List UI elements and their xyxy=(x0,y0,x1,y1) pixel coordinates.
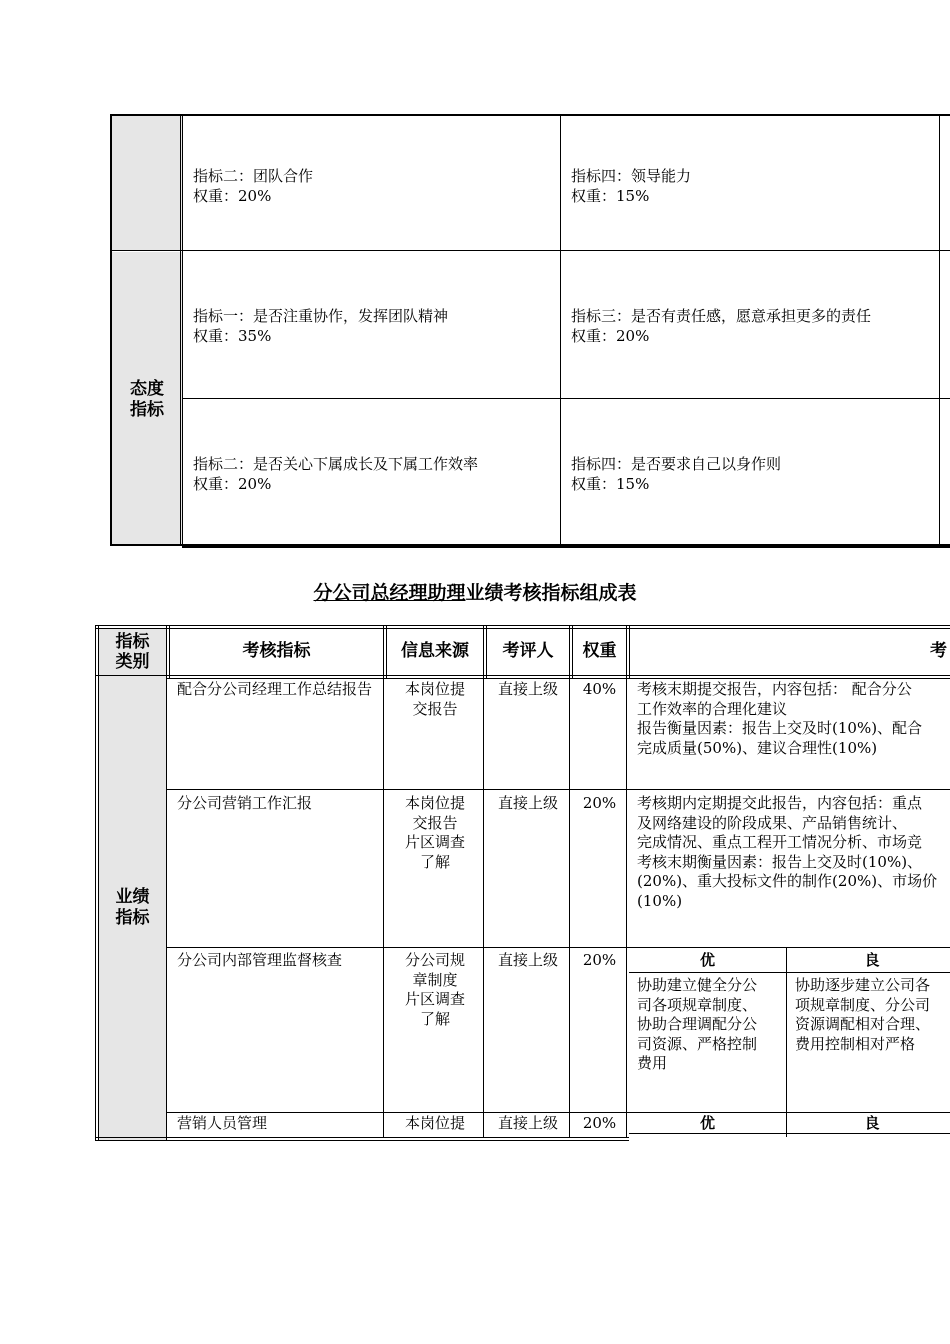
column-divider xyxy=(383,625,384,1137)
weight-cell: 20% xyxy=(582,951,617,969)
grade-divider xyxy=(629,972,950,973)
performance-table xyxy=(95,625,950,1141)
evaluator-cell: 直接上级 xyxy=(497,1114,558,1132)
weight-cell: 40% xyxy=(582,680,617,698)
evaluator-cell: 直接上级 xyxy=(497,794,558,812)
page-title: 分公司总经理助理业绩考核指标组成表 xyxy=(313,582,637,604)
standard-cell: 考核末期提交报告，内容包括： 配合分公 工作效率的合理化建议 报告衡量因素：报告上交及时(10%)、配合 完成质量(50%)、建议合理性(10%) xyxy=(637,680,923,757)
source-cell: 分公司规 章制度 片区调查 了解 xyxy=(404,951,465,1028)
evaluator-cell: 直接上级 xyxy=(497,951,558,969)
row-divider xyxy=(167,789,950,790)
column-divider xyxy=(939,114,940,548)
indicator-cell: 分公司内部管理监督核查 xyxy=(177,951,343,969)
border xyxy=(95,625,96,1141)
category-label: 业绩 指标 xyxy=(115,887,150,928)
column-divider xyxy=(166,625,167,1141)
column-divider xyxy=(483,625,484,1137)
category-label: 态度 指标 xyxy=(130,379,164,420)
border xyxy=(95,1140,629,1141)
grade-good-text: 协助逐步建立公司各 项规章制度、分公司 资源调配相对合理、 费用控制相对严格 xyxy=(795,976,931,1053)
border xyxy=(95,628,950,629)
column-divider xyxy=(560,114,561,548)
grade-excellent-text: 协助建立健全分公 司各项规章制度、 协助合理调配分公 司资源、严格控制 费用 xyxy=(637,976,758,1072)
weight-cell: 20% xyxy=(582,794,617,812)
row-divider xyxy=(182,114,950,115)
standard-cell: 考核期内定期提交此报告，内容包括：重点 及网络建设的阶段成果、产品销售统计、 完成情况、重点工程开工情况分析、市场竞 考核末期衡量因素：报告上交及时(10%)、 (20%)、重大投标文件的制作(20%)、市场价 (10%) xyxy=(637,794,938,910)
header-category: 指标 类别 xyxy=(115,632,150,672)
source-cell: 本岗位提 xyxy=(404,1114,465,1132)
grade-header-good: 良 xyxy=(864,1114,880,1132)
indicator-cell: 营销人员管理 xyxy=(177,1114,268,1132)
header-standard: 考 xyxy=(930,641,947,661)
header-weight: 权重 xyxy=(582,641,617,661)
indicator-cell: 分公司营销工作汇报 xyxy=(177,794,313,812)
attitude-table xyxy=(110,114,950,548)
row-divider xyxy=(182,398,950,399)
header-divider xyxy=(166,678,950,679)
header-source: 信息来源 xyxy=(401,641,469,661)
column-divider xyxy=(569,625,570,1137)
grade-header-excellent: 优 xyxy=(699,951,715,969)
source-cell: 本岗位提 交报告 xyxy=(404,680,465,718)
category-cell-blank xyxy=(112,116,182,251)
indicator-cell: 指标四：是否要求自己以身作则 权重：15% xyxy=(571,455,782,493)
category-column xyxy=(98,628,166,1140)
row-divider xyxy=(167,947,950,948)
source-cell: 本岗位提 交报告 片区调查 了解 xyxy=(404,794,465,871)
row-divider xyxy=(182,546,950,548)
header-divider xyxy=(95,675,950,676)
weight-cell: 20% xyxy=(582,1114,617,1132)
border xyxy=(98,625,99,1141)
row-divider xyxy=(182,250,950,251)
indicator-cell: 指标二：是否关心下属成长及下属工作效率 权重：20% xyxy=(193,455,479,493)
grade-header-good: 良 xyxy=(864,951,880,969)
indicator-cell: 指标二：团队合作 权重：20% xyxy=(193,167,314,205)
border xyxy=(95,625,950,626)
category-cell-attitude xyxy=(112,252,182,544)
evaluator-cell: 直接上级 xyxy=(497,680,558,698)
indicator-cell: 指标一：是否注重协作，发挥团队精神 权重：35% xyxy=(193,307,449,345)
grade-header-excellent: 优 xyxy=(699,1114,715,1132)
border xyxy=(95,1137,629,1138)
header-indicator: 考核指标 xyxy=(242,641,311,661)
row-divider xyxy=(167,1112,950,1113)
grade-divider xyxy=(786,947,787,1113)
header-evaluator: 考评人 xyxy=(502,641,554,661)
indicator-cell: 指标四：领导能力 权重：15% xyxy=(571,167,692,205)
indicator-cell: 配合分公司经理工作总结报告 xyxy=(177,680,373,698)
column-divider xyxy=(629,625,630,679)
category-divider xyxy=(180,114,183,546)
column-divider xyxy=(626,625,627,1137)
indicator-cell: 指标三：是否有责任感，愿意承担更多的责任 权重：20% xyxy=(571,307,872,345)
